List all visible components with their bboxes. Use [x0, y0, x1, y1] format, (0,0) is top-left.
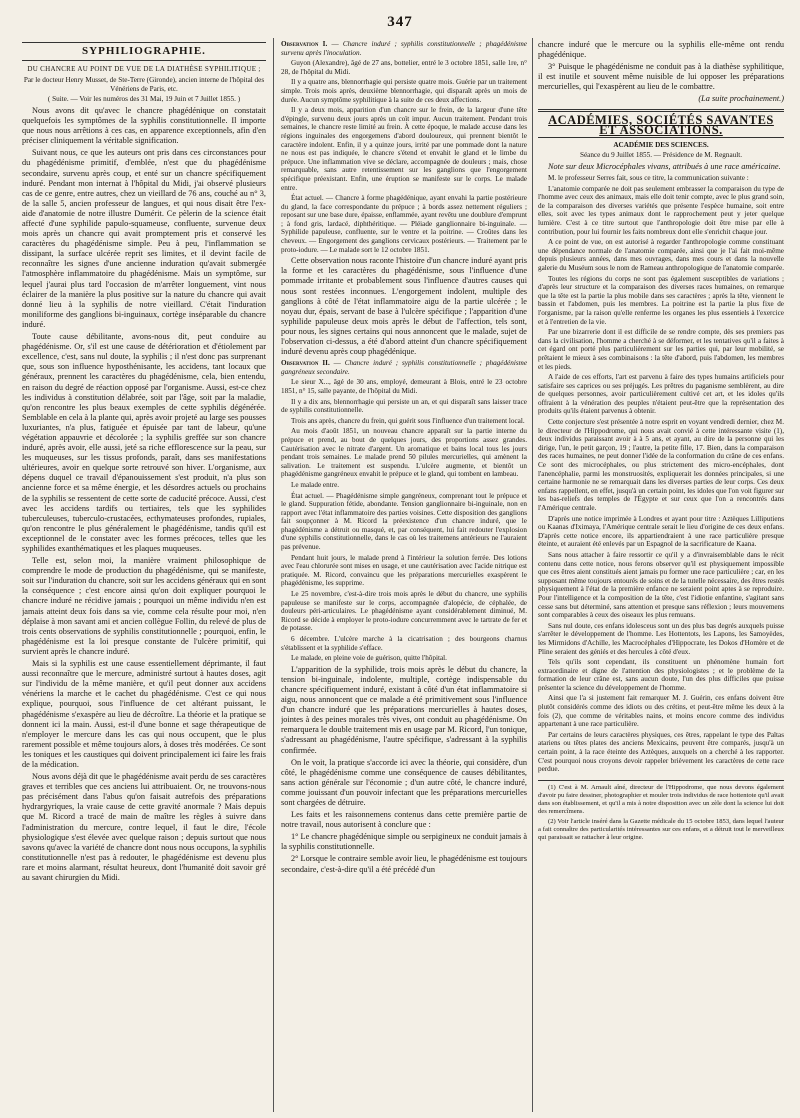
paragraph: Le 25 novembre, c'est-à-dire trois mois après le début du chancre, une syphilis papuleuse se manifeste sur le corps, accompagnée d'alopécie, de céphalée, de douleurs péri-articulaires. Le phagédénisme ayant considérablement diminué, M. Ricord se décide à employer le proto-iodure concurremment avec le tartrate de fer et de potasse.: [281, 590, 527, 633]
observation-title: Chancre induré ; syphilis constitutionnelle ; phagédénisme survenu après l'inoculation.: [281, 40, 527, 57]
page-number: 347: [387, 14, 413, 30]
paragraph: D'après une notice imprimée à Londres et ayant pour titre : Aztèques Lilliputiens ou Kaanas d'Iximaya, l'Amérique centrale serait le lieu d'origine de ces deux enfans. D'après cette notice encore, ils appartiendraient à une race particulière presque éteinte, et auraient été enlevés par un Espagnol de la sacrificature de Kaana.: [538, 514, 784, 549]
observation-title: Chancre induré ; syphilis constitutionnelle ; phagédénisme gangréneux secondaire.: [281, 359, 527, 376]
note-title: Note sur deux Microcéphales vivans, attribués à une race américaine.: [548, 161, 781, 171]
section-title: ACADÉMIES, SOCIÉTÉS SAVANTES ET ASSOCIATIONS.: [548, 112, 774, 137]
divider: [538, 109, 784, 112]
paragraph: Par certains de leurs caractères physiques, ces êtres, rappelant le type des Paltas atariens ou têtes plates des anciens Mexicains, peuvent être comparés, jusqu'à un certain point, à la race éteinte des Aztèques, auxquels on a cherché à les rapporter. C'est pourquoi nous croyons devoir rappeler brièvement les caractères de cette race perdue.: [538, 730, 784, 774]
paragraph: chancre induré que le mercure ou la syphilis elle-même ont rendu phagédénique.: [538, 40, 784, 60]
paragraph: A ce point de vue, on est autorisé à regarder l'anthropologie comme constituant une dépendance normale de l'anatomie comparée, ainsi que je l'ai fait moi-même depuis plusieurs années, dans mes ouvrages, dans mes cours et dans la nouvelle galerie du Muséum sous le nom de Rameau anthropologique de l'anatomie comparée.: [538, 238, 784, 272]
column-middle: [281, 40, 527, 1118]
paragraph: Le malade, en pleine voie de guérison, quitte l'hôpital.: [291, 654, 447, 663]
paragraph: État actuel. — Chancre à forme phagédénique, ayant envahi la partie postérieure du gland, la face correspondante du prépuce ; à bords assez nettement réguliers ; reposant sur une base dure, épaisse, enflammée, ayant revêtu une doublure d'emprunt ; à fond gris, lardacé, diphthéritique. — Pléiade ganglionnaire bi-inguinale. — Syphilide papuleuse, confluente, sur le ventre et la poitrine. — Croûtes dans les cheveux. — Engorgement des ganglions cervicaux postérieurs. — Traitement par le proto-iodure. — Le malade sort le 12 octobre 1851.: [281, 194, 527, 254]
column-rule: [273, 38, 274, 1112]
paragraph: 1° Le chancre phagédénique simple ou serpigineux ne conduit jamais à la syphilis constitutionnelle.: [281, 832, 527, 852]
column-right: [538, 40, 784, 1118]
paragraph: Ainsi que l'a si justement fait remarquer M. J. Guérin, ces enfans doivent être plutôt considérés comme des idiots ou des crétins, et peut-être même les deux à la fois (2), que comme de véritables nains, et moins encore comme des individus appartenant à une race particulière.: [538, 694, 784, 729]
footnote: (1) C'est à M. Arnault aîné, directeur de l'Hippodrome, que nous devons également d'avoir pu faire dessiner, photographier et mouler trois individus de race hottentote qu'il avait dans son établissement, et qu'il a mis à notre disposition avec un zèle dont la science lui doit des remercîmens.: [538, 783, 784, 815]
paragraph: Il y a dix ans, blennorrhagie qui persiste un an, et qui disparaît sans laisser trace de syphilis constitutionnelle.: [281, 397, 527, 415]
paragraph: M. le professeur Serres fait, sous ce titre, la communication suivante :: [548, 174, 749, 183]
divider: [22, 60, 266, 61]
paragraph: Les faits et les raisonnemens contenus dans cette première partie de notre travail, nous autorisent à conclure que :: [281, 810, 527, 830]
paragraph: On le voit, la pratique s'accorde ici avec la théorie, qui considère, d'un côté, le phagédénisme comme une conséquence de causes débilitantes, sans action générale sur l'économie ; d'un autre côté, le chancre induré, comme jouissant d'un pouvoir infectant que les préparations mercurielles sont chargées de détruire.: [281, 757, 527, 807]
paragraph: Par une bizarrerie dont il est difficile de se rendre compte, dès ses premiers pas dans la civilisation, l'homme a cherché à se déformer, et les tentatives qu'il a faites à cet égard ont porté plus particulièrement sur les parties qui, par leur mobilité, se prêtaient le mieux à ses combinaisons : la tête d'abord, puis l'abdomen, les membres et les pieds.: [538, 328, 784, 371]
paragraph: Toutes les régions du corps ne sont pas également susceptibles de variations ; d'après leur structure et la comparaison des diverses races humaines, on remarque que la tête est la partie la plus mobile dans ses caractères ; après la tête, viennent le bassin et l'abdomen, puis les membres. La poitrine est la partie la plus fixe de l'organisme, par la raison qu'elle renferme les organes les plus essentiels à l'exercice et à l'entretien de la vie.: [538, 274, 784, 326]
column-rule: [532, 38, 533, 1112]
footnote: (2) Voir l'article inséré dans la Gazette médicale du 15 octobre 1853, dans lequel l'auteur a fait connaître des particularités intéressantes sur ces enfans, et a détruit tout le merveilleux qui paraissait se rattacher à leur origine.: [538, 817, 784, 841]
academy-name: ACADÉMIE DES SCIENCES.: [613, 140, 709, 149]
paragraph: Tels qu'ils sont cependant, ils constituent un phénomène humain fort extraordinaire et digne de l'attention des physiologistes ; et le problème de la formation de leur crâne est, sans aucun doute, l'un des plus difficiles que puisse présenter la science du développement de l'homme.: [538, 658, 784, 692]
paragraph: Guyon (Alexandre), âgé de 27 ans, bottelier, entré le 3 octobre 1851, salle 1re, n° 28, de l'hôpital du Midi.: [281, 59, 527, 76]
divider: [538, 137, 784, 138]
paragraph: Sans nous attacher à faire ressortir ce qu'il y a d'invraisemblable dans le récit contenu dans cette notice, nous ferons observer qu'il est physiquement impossible que ces êtres aient constitués aient jamais pu former une race particulière ; car, en les supposant même toujours entourés de soins et de la tutelle nécessaire, des êtres restés physiquement à l'état de la première enfance ne seraient point aptes à se reproduire. Pour l'intelligence et la composition de la tête, c'est l'idiotie enfantine, s'agitant sans cesse sans but déterminé, sans attention et presque sans réflexion ; leurs mouvemens sont comparables à ceux des oiseaux les plus remuans.: [538, 550, 784, 620]
paragraph: Pendant huit jours, le malade prend à l'intérieur la solution ferrée. Des lotions avec l'eau chlorurée sont mises en usage, et une cautérisation avec l'acide nitrique est pratiquée. M. Ricord, convaincu que les préparations mercurielles exaspèrent le phagédénisme, les supprime.: [281, 553, 527, 588]
paragraph: Trois ans après, chancre du frein, qui guérit sous l'influence d'un traitement local.: [291, 416, 525, 425]
paragraph: L'anatomie comparée ne doit pas seulement embrasser la comparaison du type de l'homme avec ceux des animaux, mais elle doit tenir compte, avec le plus grand soin, de la comparaison des diverses variétés que présente l'espèce humaine, soit entre elles, soit avec les types animaux dont le rapprochement peut y jeter quelque lumière. C'est à ce titre surtout que l'anthropologie doit être mise par elle à contribution, pour lui fournir les faits nombreux dont elle s'enrichit chaque jour.: [538, 184, 784, 236]
paragraph: Le sieur X..., âgé de 30 ans, employé, demeurant à Blois, entré le 23 octobre 1851, n° 15, salle payante, de l'hôpital du Midi.: [281, 378, 527, 395]
paragraph: Cette observation nous raconte l'histoire d'un chancre induré ayant pris la forme et les caractères du phagédénisme, sous l'influence d'une pommade irritante et probablement sous l'influence d'autres causes qui nous sont restées inconnues. L'engorgement indolent, multiple des ganglions à côté de l'état inflammatoire aigu de la partie ulcérée ; le noyau dur, épais, servant de base à l'ulcère spécifique ; l'apparition d'une syphilide papuleuse deux mois après le début de l'affection, tels sont, pour nous, les signes certains qui nous annoncent que le malade, sujet de l'observation ci-dessus, a été d'abord atteint d'un chancre spécifiquement induré devenu après coup phagédénique.: [281, 256, 527, 357]
paragraph: Il y a quatre ans, blennorrhagie qui persiste quatre mois. Guérie par un traitement simple. Trois mois après, deuxième blennorrhagie, qui disparaît après un mois de durée. Aucun symptôme syphilitique à la suite de ces deux affections.: [281, 78, 527, 104]
paragraph: Nous avons déjà dit que le phagédénisme avait perdu de ses caractères graves et terribles que ces anciens lui attribuaient. Or, ne trouvons-nous pas précisément dans l'abus qu'on faisait autrefois des préparations hydrargyriques, la vraie cause de cette gravité anormale ? Mais depuis que M. Ricord a tracé de main de maître les règles à suivre dans l'administration du mercure, contre lequel, il faut le dire, l'école physiologique s'est élevée avec quelque raison ; depuis surtout que nous savons qu'avec la variété de chancre dont nous nous occupons, la syphilis constitutionnelle n'est pas à redouter, le phagédénisme est devenu plus rare et moins alarmant, résultat heureux, dont l'humanité doit savoir gré au savant chirurgien du Midi.: [22, 772, 266, 882]
paragraph: Mais si la syphilis est une cause essentiellement déprimante, il faut aussi reconnaître que le mercure, administré surtout à hautes doses, agit sur l'individu de la même manière, et qu'il peut donner aux accidens vénériens la marche et le cachet du phagédénisme. C'est ce qui nous explique, pourquoi, sous l'influence de cet altérant puissant, le phagédénisme s'exaspère au lieu de décroître. La théorie et la pratique se donnent ici la main. Aussi, est-il d'une bonne et sage thérapeutique de n'employer le mercure dans les cas qui nous occupent, que le plus rarement possible et même toujours alors, à doses très modérées. Ce sont les toniques et les caustiques qui doivent principalement ici faire les frais de la médication.: [22, 659, 266, 769]
column-left: [22, 40, 266, 1118]
paragraph: État actuel. — Phagédénisme simple gangréneux, comprenant tout le prépuce et le gland. Suppuration fétide, abondante. Tension ganglionnaire bi-inguinale, non en rapport avec l'état inflammatoire des parties voisines. Cette disposition des ganglions fait soupçonner à M. Ricord la préexistence d'un chancre induré, que le phagédénisme a détruit ou masqué, et, par conséquent, lui fait redouter l'explosion d'une syphilis constitutionnelle, dans le cas où les traitemens antérieurs ne l'auraient pas prévenue.: [281, 491, 527, 552]
observation-label: Observation II.: [281, 359, 330, 368]
paragraph: Il y a deux mois, apparition d'un chancre sur le frein, de la largeur d'une tête d'épingle, survenu deux jours après un coït impur. Aucun traitement. Pendant trois semaines, le chancre reste limité au frein. À cette époque, le malade accuse dans les régions inguinales des engorgemens d'abord douloureux, qui prennent bientôt le caractère indolent. Enfin, il y a quinze jours, irrité par une pommade dont la nature ne nous est pas indiquée, le chancre s'étend et envahit le gland et le limbe du prépuce. Une inflammation vive se déclare, accompagnée de douleurs ; mais, chose remarquable, sans autre retentissement sur les ganglions que l'engorgement spécifique préexistant. Enfin, une éruption se manifeste sur le corps. Le malade entre.: [281, 106, 527, 192]
paragraph: Toute cause débilitante, avons-nous dit, peut conduire au phagédénisme. Or, s'il est une cause de détérioration et d'étiolement par excellence, c'est, sans nul doute, la syphilis ; il n'est donc pas surprenant que, sous son influence hyposthénisante, les accidens, tant locaux que généraux, prennent les caractères du phagédénisme, cela, bien entendu, en raison du degré de réaction opposé par l'organisme. Aussi, est-ce chez les individus à constitution délabrée, soit par l'âge, soit par la maladie, qu'on rencontre les plus beaux exemples de cette syphilis dégénérée. Semblable en cela à la plante qui, après avoir projeté au large ses pousses luxuriantes, n'a plus, fatiguée et épuisée par tant de labeur, qu'une végétation appauvrie et décolorée ; la syphilis greffée sur son chancre induré, après avoir, elle aussi, jeté sa riche efflorescence sur la peau, sur les muqueuses, sur les tissus profonds, paraît, dans ses manifestations ultérieures, avoir en quelque sorte retrouvé son hiver. L'organisme, aux dépens duquel ce travail d'épanouissement s'est produit, n'a plus son ancienne force et sa même énergie, et les désordres actuels ou prochains de la syphilis se ressentent de cette sorte de caducité précoce. Aussi, c'est avec les accidens tardifs ou tertiaires, tels que les syphilides tuberculeuses, tuberculo-crustacées, ecthymateuses profondes, rupiales, qu'on rencontre le plus généralement le phagédénisme, tandis qu'il est exceptionnel de le constater avec les formes précoces, telles que les syphilides exanthématiques et les plaques muqueuses.: [22, 332, 266, 553]
article-author: Par le docteur Henry Musset, de Ste-Terre (Gironde), ancien interne de l'hôpital des Vénériens de Paris, etc.: [23, 76, 265, 93]
to-be-continued: (La suite prochainement.): [698, 94, 784, 104]
paragraph: Nous avons dit qu'avec le chancre phagédénique on constatait quelquefois les symptômes de la syphilis constitutionnelle. Il importe que nous nous arrêtions à ces cas, en apparence exceptionnels, afin d'en préciser cliniquement la véritable signification.: [22, 105, 266, 146]
paragraph: Au mois d'août 1851, un nouveau chancre apparaît sur la partie interne du prépuce et prend, au bout de quelques jours, des proportions assez grandes. Cautérisation avec le nitrate d'argent. Un aromatique et bains local tous les jours pendant trois semaines. Le malade prend 50 pilules mercurielles, qui amènent la salivation. Le traitement est suspendu. L'ulcère augmente, et bientôt un phagédénisme gangréneux envahit le prépuce et le gland, qui tombent en lambeau.: [281, 427, 527, 479]
paragraph: 3° Puisque le phagédénisme ne conduit pas à la diathèse syphilitique, il est inutile et souvent même nuisible de lui opposer les préparations mercurielles, qui l'exaspèrent au lieu de le combattre.: [538, 62, 784, 92]
paragraph: 2° Lorsque le contraire semble avoir lieu, le phagédénisme est toujours secondaire, c'est-à-dire qu'il a été précédé d'un: [281, 854, 527, 874]
article-title: DU CHANCRE AU POINT DE VUE DE LA DIATHÈSE SYPHILITIQUE ;: [27, 65, 261, 74]
observation-heading: Observation I. — Chancre induré ; syphilis constitutionnelle ; phagédénisme survenu après l'inoculation.: [281, 40, 527, 57]
section-title: SYPHILIOGRAPHIE.: [82, 45, 206, 57]
observation-heading: Observation II. — Chancre induré ; syphilis constitutionnelle ; phagédénisme gangréneux secondaire.: [281, 359, 527, 376]
paragraph: 6 décembre. L'ulcère marche à la cicatrisation ; des bourgeons charnus s'établissent et la syphilide s'efface.: [281, 635, 527, 652]
divider: [22, 42, 266, 43]
footnotes: [538, 780, 784, 842]
paragraph: Telle est, selon moi, la manière vraiment philosophique de comprendre le mode de production du phagédénisme, qui se manifeste, soit sur l'induration du chancre, soit sur les accidens généraux qui en sont la conséquence ; c'est encore ainsi qu'on doit expliquer pourquoi le chancre induré ne récidive jamais ; pourquoi un même individu n'en est jamais atteint deux fois dans sa vie, comme cela résulte pour moi, n'en déplaise à mon savant ami et ancien collègue Follin, du relevé de plus de trois cents observations de syphilis constitutionnelle ; pourquoi, enfin, le phagédénisme est la loi presque constante de l'ulcère primitif, qui survient après le chancre induré.: [22, 556, 266, 656]
paragraph: A l'aide de ces efforts, l'art est parvenu à faire des types humains artificiels pour satisfaire ses caprices ou ses préjugés. Les prêtres du paganisme semblèrent, au dire de quelques personnes, avoir particulièrement cultivé cet art, et les idoles qu'ils offraient à la vénération des peuples n'étaient peut-être que la représentation des produits qu'ils étaient parvenus à obtenir.: [538, 373, 784, 416]
continuation-note: ( Suite. — Voir les numéros des 31 Mai, 19 Juin et 7 Juillet 1855. ): [47, 95, 241, 104]
observation-label: Observation I.: [281, 40, 328, 48]
paragraph: Cette conjecture s'est présentée à notre esprit en voyant vendredi dernier, chez M. le directeur de l'Hippodrome, qui nous avait convié à cette intéressante visite (1), deux individus paraissant avoir à à 5 ans, et ayant, au dire de la personne qui les dirige, l'un, le petit garçon, 19 ; l'autre, la petite fille, 17. Bien, dans la comparaison des races humaines, ne peut donner l'idée de la conformation du crâne de ces enfans. Ce sont des microcéphales, ou plus strictement des micro-encéphales, dont l'anencéphalie, parmi les monstruosités, expliquerait les données principales, si une certaine harmonie ne se remarquait dans les diverses parties de leur corps. Ces deux enfans rappellent, en effet, jusqu'à un certain point, les idoles que l'on voit figurer sur les bas-reliefs des temples de l'Égypte et sur ceux que l'on a rencontrés dans l'Amérique centrale.: [538, 418, 784, 512]
paragraph: L'apparition de la syphilide, trois mois après le début du chancre, la tension bi-inguinale, indolente, multiple, cortège indispensable du chancre spécifiquement induré, existant à côté d'un état inflammatoire si aigu, nous annoncent que ce malade a été primitivement sous l'influence d'un chancre induré que les préparations mercurielles à hautes doses, jointes à des peines morales très vives, ont conduit au phagédénisme. On remarquera le double traitement mis en usage par M. Ricord, l'un tonique, s'adressant au phagédénisme, l'autre spécifique, s'adressant à la syphilis confirmée.: [281, 664, 527, 755]
paragraph: Le malade entre.: [291, 480, 340, 489]
session-line: Séance du 9 Juillet 1855. — Présidence de M. Regnault.: [579, 151, 743, 160]
paragraph: Sans nul doute, ces enfans idolesceus sont un des plus bas degrés auxquels puisse s'arrêter le développement de l'homme. Les Hottentots, les Lapons, les Samoyèdes, les Mirmidons d'Achille, les Macrocéphales d'Hippocrate, les Dokos d'Homère et de Pline seraient des géniés et des hercules à côté d'eux.: [538, 621, 784, 656]
paragraph: Suivant nous, ce que les auteurs ont pris dans ces circonstances pour du phagédénisme primitif, d'emblée, n'est que du phagédénisme secondaire, survenu après coup, et enté sur un chancre spécifiquement induré. Pendant mon internat à l'hôpital du Midi, j'ai observé plusieurs cas de ce genre, entre autres, chez un vieillard de 76 ans, couché au n° 3, de la salle 5, ancien professeur de langues, et qui nous disait être l'ex-aide d'anatomie de notre illustre Dumérit. Ce pèlerin de la science était affecté d'une syphilide papulo-squameuse, confluente, survenue deux mois après un chancre qui avait promptement pris et conservé les caractères du phagédénisme simple. Peu à peu, l'inflammation se dissipant, la surface ulcérée reprit ses limites, et il devint facile de reconnaître les signes d'une ancienne induration qu'avait submergée l'atmosphère inflammatoire du phagédénisme. Mais un symptôme, sur lequel j'aurai plus tard l'occasion de m'arrêter longuement, vint nous éclairer de la manière la plus positive sur la nature du chancre qui avait donné lieu à la syphilis de notre vieillard. C'était l'induration moniliforme des ganglions bi-inguinaux, cortège inséparable du chancre induré.: [22, 148, 266, 329]
